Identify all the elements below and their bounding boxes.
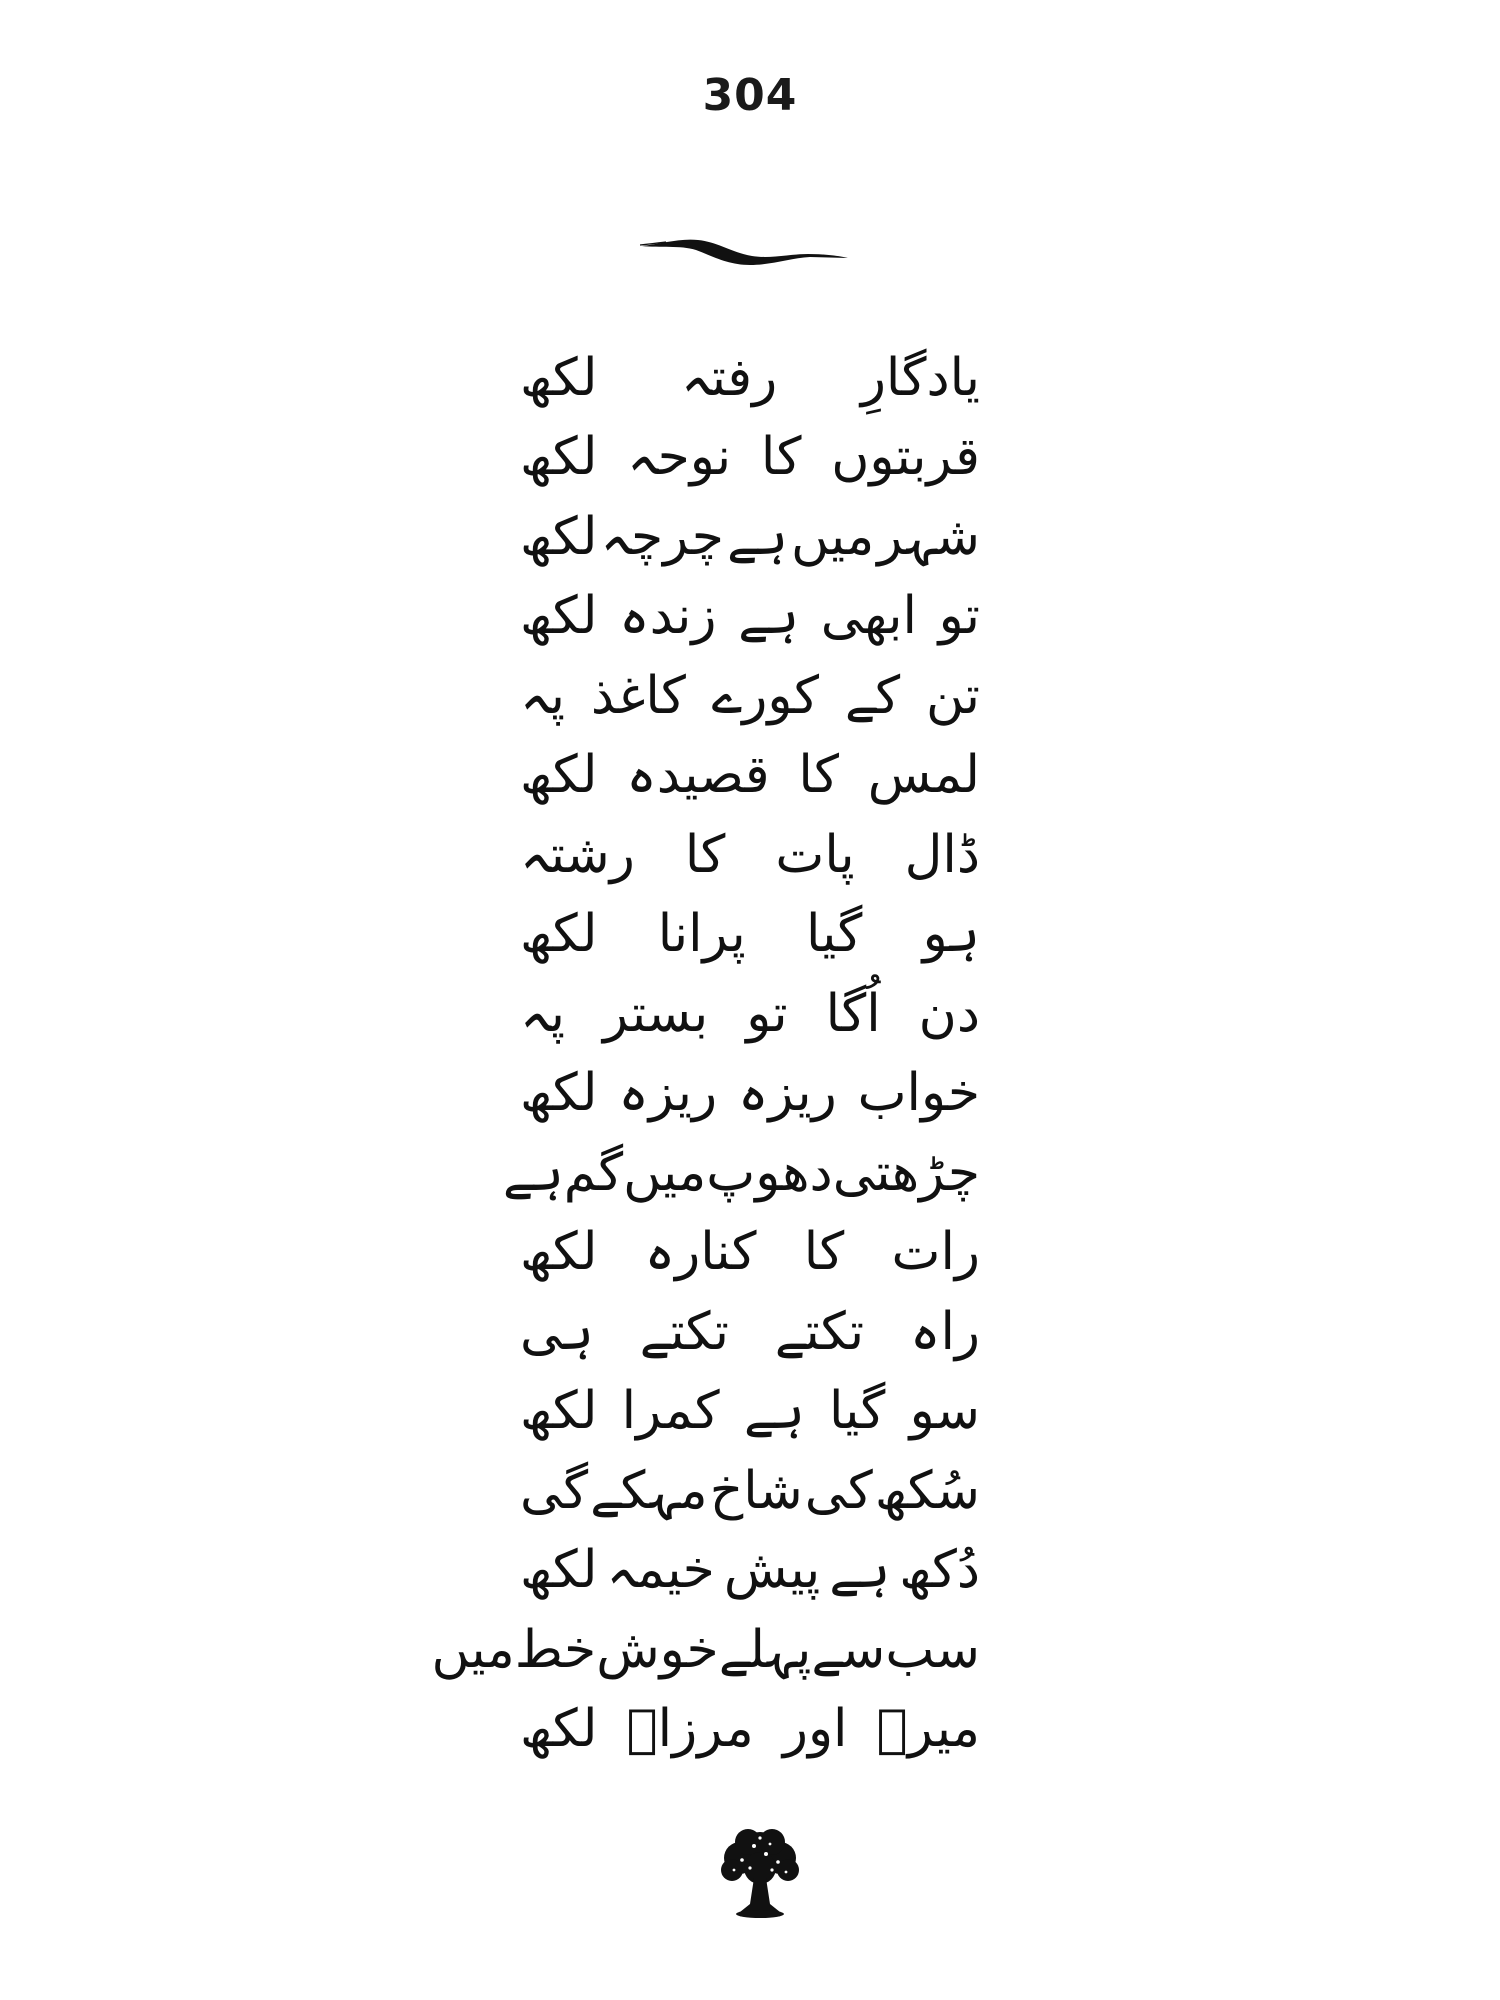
poem-word: ریزہ	[737, 1063, 837, 1124]
poem-word: لکھ	[520, 1222, 598, 1283]
poem-word: نوحہ	[627, 427, 732, 488]
poem-word: تکتے	[774, 1301, 865, 1362]
brush-stroke-icon	[640, 232, 850, 272]
poem-line	[520, 1054, 980, 1134]
poem-line	[520, 1372, 980, 1452]
poem-word: یادگارِ	[860, 347, 980, 408]
poem-line	[520, 656, 980, 736]
poem-word: رشتہ	[520, 824, 635, 885]
poem-word: دھوپ	[706, 1142, 833, 1203]
poem-word: کی	[804, 1460, 873, 1521]
poem-word: کورے	[711, 665, 819, 726]
poem-word: ریزہ	[618, 1063, 718, 1124]
poem-word: قربتوں	[831, 427, 980, 488]
poem-word: لکھ	[520, 1699, 598, 1760]
poem-line	[520, 497, 980, 577]
poem-word: لکھ	[520, 586, 598, 647]
poem-word: کنارہ	[644, 1222, 757, 1283]
poem-word: چرچہ	[600, 506, 724, 567]
poem-word: کا	[684, 824, 726, 885]
poem-word: کاغذ	[590, 665, 686, 726]
poem-word: لکھ	[520, 1540, 598, 1601]
poem-word: شاخ	[709, 1460, 803, 1521]
poem-word: پہ	[520, 983, 565, 1044]
poem-word: ہے	[738, 586, 800, 647]
poem-word: سُکھ	[874, 1460, 980, 1521]
poem-line	[520, 1213, 980, 1293]
poem-word: سے	[811, 1619, 886, 1680]
poem-word: تو	[746, 983, 788, 1044]
poem-word: تکتے	[639, 1301, 729, 1362]
poem-word: رات	[891, 1222, 980, 1283]
poem-line	[520, 1451, 980, 1531]
poem-word: گیا	[806, 904, 863, 965]
poem-line	[520, 577, 980, 657]
poem-word: لکھ	[520, 427, 598, 488]
poem-word: مرزاؔ	[626, 1699, 754, 1760]
poem-word: ہے	[743, 1381, 805, 1442]
poem-word: گیا	[829, 1381, 886, 1442]
poem-word: مہکے	[590, 1460, 708, 1521]
poem-line	[520, 736, 980, 816]
poem-word: پات	[775, 824, 855, 885]
poem-word: ہے	[502, 1142, 564, 1203]
poem-word: راہ	[909, 1301, 980, 1362]
poem-word: قصیدہ	[626, 745, 770, 806]
poem-line	[520, 974, 980, 1054]
poem-word: اور	[782, 1699, 848, 1760]
poem-word: میں	[431, 1619, 515, 1680]
poem-word: دُکھ	[899, 1540, 980, 1601]
poem-word: زندہ	[619, 586, 717, 647]
poem-line	[520, 895, 980, 975]
poem-line	[520, 1292, 980, 1372]
poem-word: لمس	[867, 745, 980, 806]
poem-word: گم	[563, 1142, 624, 1203]
poem-word: پہ	[520, 665, 565, 726]
poem-line	[520, 815, 980, 895]
poem-line	[502, 1133, 980, 1213]
poem-word: ابھی	[820, 586, 917, 647]
poem-word: ہو	[922, 904, 980, 965]
poem-word: میں	[791, 506, 875, 567]
poem-line	[520, 1531, 980, 1611]
poem	[431, 338, 980, 1769]
poem-line	[431, 1610, 980, 1690]
poem-word: خواب	[857, 1063, 980, 1124]
tree-icon	[710, 1820, 810, 1920]
poem-word: میرؔ	[876, 1699, 980, 1760]
poem-word: لکھ	[520, 1063, 598, 1124]
poem-word: لکھ	[520, 1381, 598, 1442]
poem-word: دن	[918, 983, 980, 1044]
poem-word: شہر	[877, 506, 980, 567]
poem-word: تو	[938, 586, 980, 647]
poem-word: کا	[798, 745, 840, 806]
poem-word: لکھ	[520, 506, 598, 567]
poem-word: کے	[844, 665, 901, 726]
poem-word: تن	[925, 665, 980, 726]
poem-word: رفتہ	[681, 347, 778, 408]
poem-word: ہے	[727, 506, 788, 567]
poem-word: اُگا	[825, 983, 881, 1044]
poem-word: ہے	[829, 1540, 891, 1601]
poem-word: کا	[803, 1222, 845, 1283]
poem-word: ہی	[520, 1301, 594, 1362]
poem-line	[520, 418, 980, 498]
poem-word: بستر	[602, 983, 709, 1044]
poem-word: خوش	[596, 1619, 719, 1680]
poem-word: کمرا	[621, 1381, 720, 1442]
poem-word: لکھ	[520, 745, 598, 806]
poem-word: لکھ	[520, 904, 598, 965]
poem-line	[520, 338, 980, 418]
poem-word: گی	[520, 1460, 589, 1521]
poem-word: چڑھتی	[832, 1142, 980, 1203]
poem-word: ڈال	[904, 824, 980, 885]
poem-word: خیمہ	[606, 1540, 715, 1601]
poem-word: پیش	[723, 1540, 821, 1601]
poem-line	[520, 1690, 980, 1770]
poem-word: پرانا	[657, 904, 746, 965]
poem-word: خط	[514, 1619, 597, 1680]
poem-word: میں	[623, 1142, 707, 1203]
poem-word: کا	[760, 427, 802, 488]
poem-word: سو	[909, 1381, 980, 1442]
poem-word: سب	[885, 1619, 980, 1680]
poem-word: پہلے	[718, 1619, 812, 1680]
poem-word: لکھ	[520, 347, 598, 408]
page-number: 304	[702, 70, 798, 121]
